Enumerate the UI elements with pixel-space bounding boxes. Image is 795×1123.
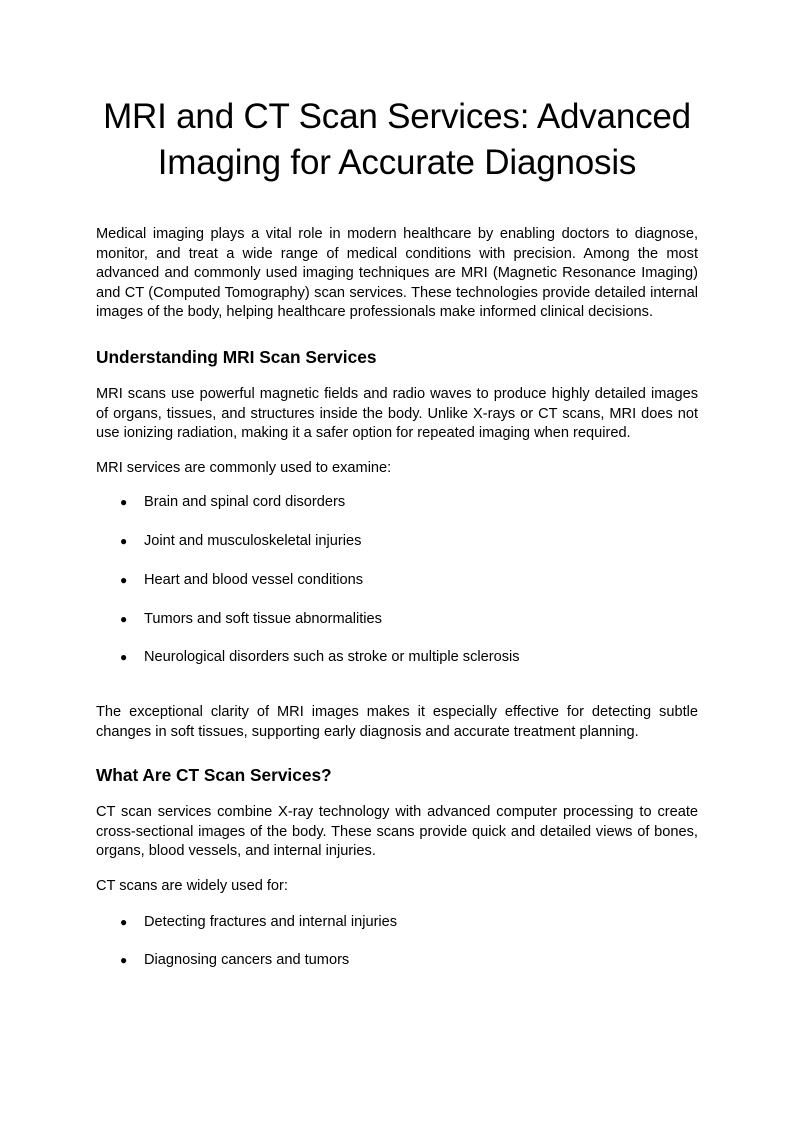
intro-paragraph: Medical imaging plays a vital role in modern healthcare by enabling doctors to diagnose, monitor, and treat a wide range of medical conditions with precision. Among the most advanced and commonly used imaging techniques are MRI (Magnetic Resonance Imaging) and CT (Computed Tomography) scan services. These technologies provide detailed internal images of the body, helping healthcare professionals make informed clinical decisions. xyxy=(96,226,698,321)
mri-section-heading: Understanding MRI Scan Services xyxy=(96,346,377,367)
mri-uses-list xyxy=(96,493,698,668)
ct-section-heading: What Are CT Scan Services? xyxy=(96,765,332,786)
list-item xyxy=(96,913,698,933)
document-page xyxy=(96,0,698,971)
ct-list-intro: CT scans are widely used for: xyxy=(96,878,288,895)
bullet-icon: ● xyxy=(120,650,128,665)
bullet-icon: ● xyxy=(120,914,128,929)
bullet-icon: ● xyxy=(120,953,128,968)
list-item xyxy=(96,951,698,971)
list-item-text: Brain and spinal cord disorders xyxy=(144,494,346,511)
mri-list-intro: MRI services are commonly used to examine: xyxy=(96,459,392,476)
bullet-icon: ● xyxy=(120,611,128,626)
list-item xyxy=(96,610,698,630)
mri-closing-paragraph: The exceptional clarity of MRI images makes it especially effective for detecting subtle changes in soft tissues, supporting early diagnosis and accurate treatment planning. xyxy=(96,704,698,740)
bullet-icon: ● xyxy=(120,495,128,510)
list-item-text: Joint and musculoskeletal injuries xyxy=(144,533,362,550)
list-item-text: Tumors and soft tissue abnormalities xyxy=(144,610,382,627)
list-item-text: Detecting fractures and internal injuries xyxy=(144,913,398,930)
bullet-icon: ● xyxy=(120,534,128,549)
list-item-text: Heart and blood vessel conditions xyxy=(144,571,364,588)
bullet-icon: ● xyxy=(120,572,128,587)
list-item-text: Neurological disorders such as stroke or multiple sclerosis xyxy=(144,649,520,666)
list-item xyxy=(96,648,698,668)
document-title: MRI and CT Scan Services: Advanced Imaging for Accurate Diagnosis xyxy=(103,97,691,182)
list-item-text: Diagnosing cancers and tumors xyxy=(144,952,350,969)
list-item xyxy=(96,571,698,591)
list-item xyxy=(96,493,698,513)
mri-paragraph: MRI scans use powerful magnetic fields and radio waves to produce highly detailed images of organs, tissues, and structures inside the body. Unlike X-rays or CT scans, MRI does not use ionizing radiation, making it a safer option for repeated imaging when required. xyxy=(96,385,698,442)
ct-uses-list xyxy=(96,913,698,971)
ct-paragraph: CT scan services combine X-ray technology with advanced computer processing to create cross-sectional images of the body. These scans provide quick and detailed views of bones, organs, blood vessels, and internal injuries. xyxy=(96,804,698,860)
list-item xyxy=(96,532,698,552)
